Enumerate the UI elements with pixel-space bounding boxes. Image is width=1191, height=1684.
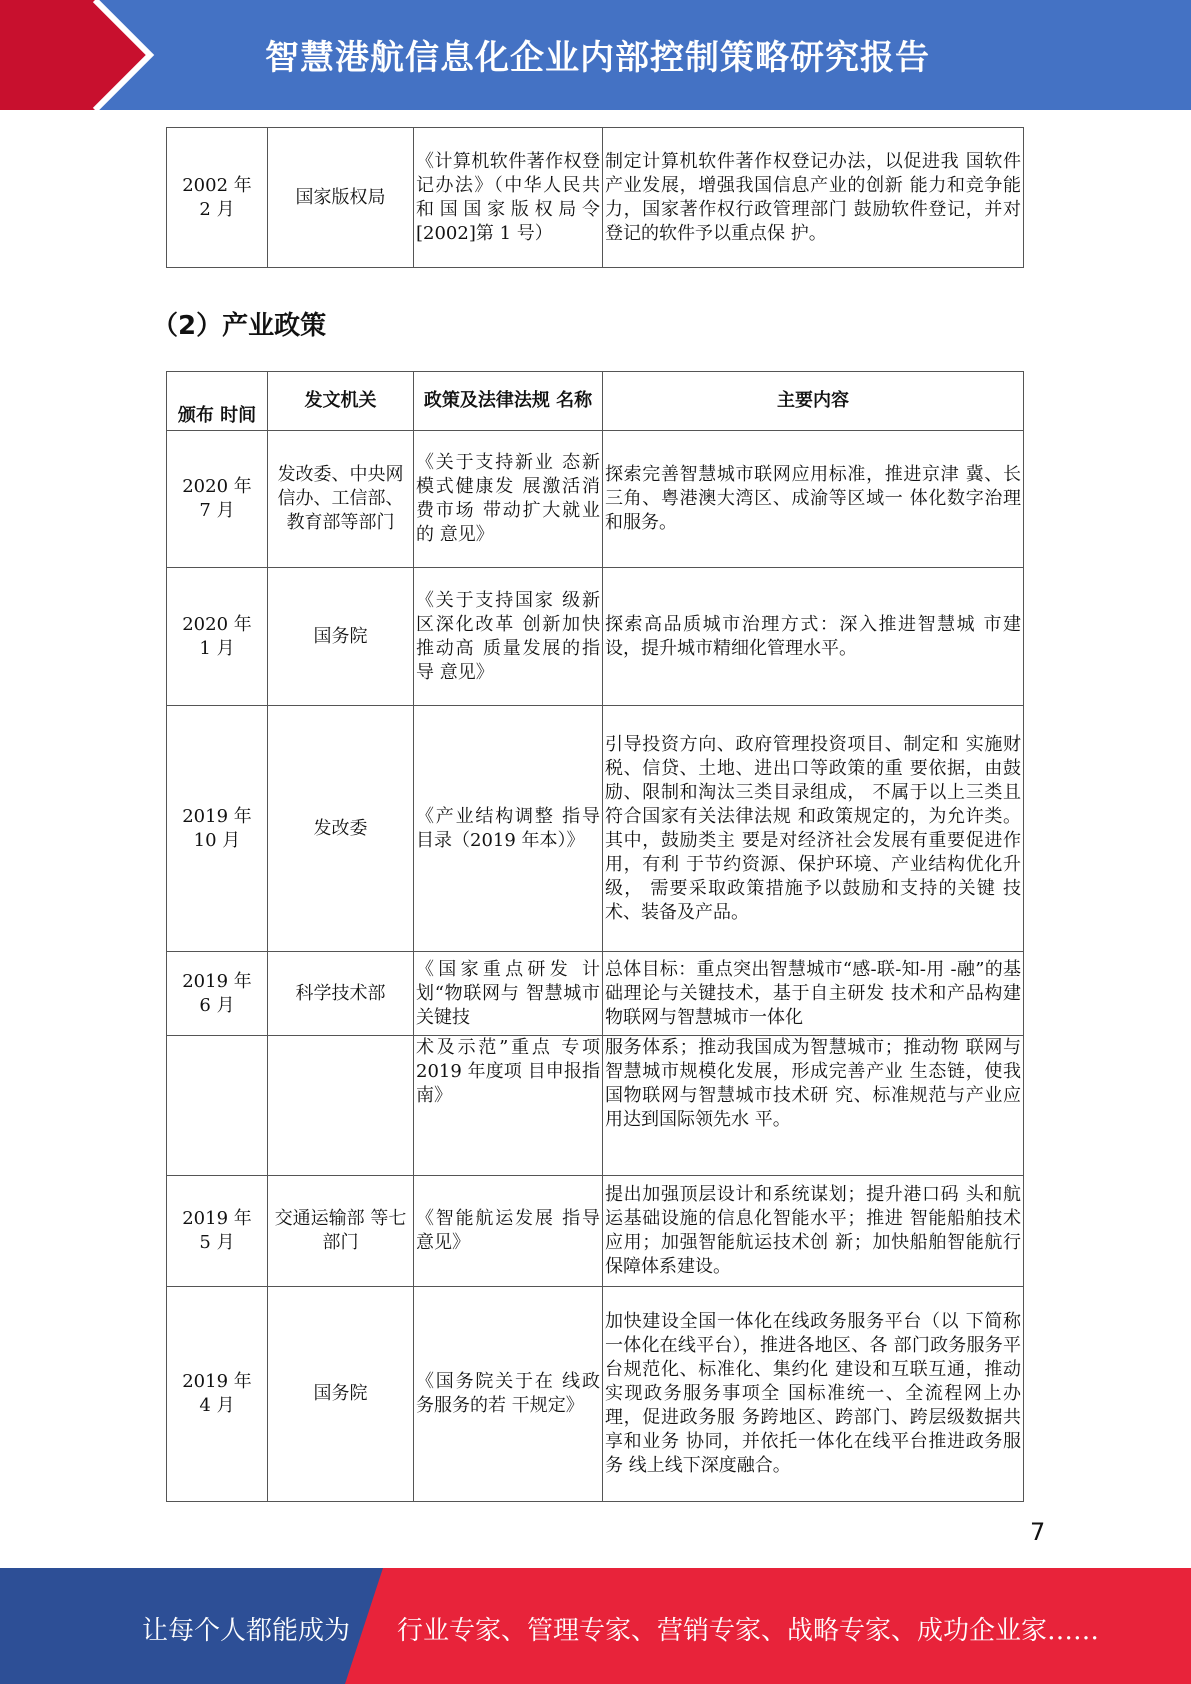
page-header — [0, 0, 1191, 110]
cell-content: 探索完善智慧城市联网应用标准，推进京津 冀、长三角、粤港澳大湾区、成渝等区域一 体化数字治理和服务。 — [603, 431, 1024, 568]
cell-time: 2019 年 4 月 — [167, 1287, 268, 1502]
cell-content: 服务体系；推动我国成为智慧城市；推动物 联网与智慧城市规模化发展，形成完善产业 生态链，使我国物联网与智慧城市技术研 究、标准规范与产业应用达到国际领先水 平。 — [603, 1036, 1024, 1176]
cell-time — [167, 1036, 268, 1176]
cell-time: 2019 年 10 月 — [167, 706, 268, 952]
cell-org: 国务院 — [268, 1287, 414, 1502]
header-org: 发文机关 — [268, 372, 414, 431]
cell-name: 《计算机软件著作权登记办法》（中华人民共和国国家版权局令[2002]第 1 号） — [414, 128, 603, 268]
footer-slogan-left: 让每个人都能成为 — [142, 1616, 351, 1646]
cell-org: 国务院 — [268, 568, 414, 706]
page-footer — [0, 1568, 1191, 1684]
cell-org: 科学技术部 — [268, 952, 414, 1036]
table-header-row — [167, 372, 1024, 431]
table-row — [167, 706, 1024, 952]
cell-time: 2019 年 5 月 — [167, 1176, 268, 1287]
cell-org: 交通运输部 等七部门 — [268, 1176, 414, 1287]
table-row — [167, 1176, 1024, 1287]
industry-policy-table — [166, 371, 1024, 1502]
cell-content: 引导投资方向、政府管理投资项目、制定和 实施财税、信贷、土地、进出口等政策的重 要依据，由鼓励、限制和淘汰三类目录组成， 不属于以上三类且符合国家有关法律法规 和政策规定的，为允许类。其中，鼓励类主 要是对经济社会发展有重要促进作用，有利 于节约资源、保护环境、产业结构优化升级， 需要采取政策措施予以鼓励和支持的关键 技术、装备及产品。 — [603, 706, 1024, 952]
cell-content: 探索高品质城市治理方式：深入推进智慧城 市建设，提升城市精细化管理水平。 — [603, 568, 1024, 706]
table-row — [167, 1036, 1024, 1176]
cell-org — [268, 1036, 414, 1176]
table-row — [167, 431, 1024, 568]
report-title: 智慧港航信息化企业内部控制策略研究报告 — [265, 38, 930, 78]
table-row — [167, 568, 1024, 706]
cell-content: 加快建设全国一体化在线政务服务平台（以 下简称一体化在线平台），推进各地区、各 部门政务服务平台规范化、标准化、集约化 建设和互联互通，推动实现政务服务事项全 国标准统一、全流程网上办理，促进政务服 务跨地区、跨部门、跨层级数据共享和业务 协同，并依托一体化在线平台推进政务服务 线上线下深度融合。 — [603, 1287, 1024, 1502]
table-row — [167, 1287, 1024, 1502]
cell-name: 《国务院关于在 线政务服务的若 干规定》 — [414, 1287, 603, 1502]
cell-content: 提出加强顶层设计和系统谋划；提升港口码 头和航运基础设施的信息化智能水平；推进 智能船舶技术应用；加强智能航运技术创 新；加快船舶智能航行保障体系建设。 — [603, 1176, 1024, 1287]
header-name: 政策及法律法规 名称 — [414, 372, 603, 431]
cell-org: 发改委 — [268, 706, 414, 952]
cell-content: 制定计算机软件著作权登记办法，以促进我 国软件产业发展，增强我国信息产业的创新 能力和竞争能力，国家著作权行政管理部门 鼓励软件登记，并对登记的软件予以重点保 护。 — [603, 128, 1024, 268]
cell-name: 术及示范”重点 专项 2019 年度项 目申报指南》 — [414, 1036, 603, 1176]
cell-name: 《产业结构调整 指导目录（2019 年本）》 — [414, 706, 603, 952]
cell-org: 发改委、中央网信办、工信部、教育部等部门 — [268, 431, 414, 568]
table-row — [167, 128, 1024, 268]
policy-table-continued — [166, 127, 1024, 268]
cell-name: 《关于支持新业 态新模式健康发 展激活消费市场 带动扩大就业的 意见》 — [414, 431, 603, 568]
table-row — [167, 952, 1024, 1036]
header-time: 颁布 时间 — [167, 372, 268, 431]
cell-name: 《国家重点研发 计划“物联网与 智慧城市关键技 — [414, 952, 603, 1036]
cell-time: 2002 年 2 月 — [167, 128, 268, 268]
page-number: 7 — [1030, 1518, 1046, 1546]
cell-name: 《关于支持国家 级新区深化改革 创新加快推动高 质量发展的指导 意见》 — [414, 568, 603, 706]
cell-org: 国家版权局 — [268, 128, 414, 268]
header-content: 主要内容 — [603, 372, 1024, 431]
cell-content: 总体目标：重点突出智慧城市“感-联-知-用 -融”的基础理论与关键技术，基于自主研发 技术和产品构建物联网与智慧城市一体化 — [603, 952, 1024, 1036]
footer-slogan-right: 行业专家、管理专家、营销专家、战略专家、成功企业家…… — [397, 1616, 1100, 1646]
cell-time: 2020 年 7 月 — [167, 431, 268, 568]
cell-time: 2019 年 6 月 — [167, 952, 268, 1036]
cell-name: 《智能航运发展 指导意见》 — [414, 1176, 603, 1287]
section-heading: （2）产业政策 — [152, 311, 327, 341]
cell-time: 2020 年 1 月 — [167, 568, 268, 706]
